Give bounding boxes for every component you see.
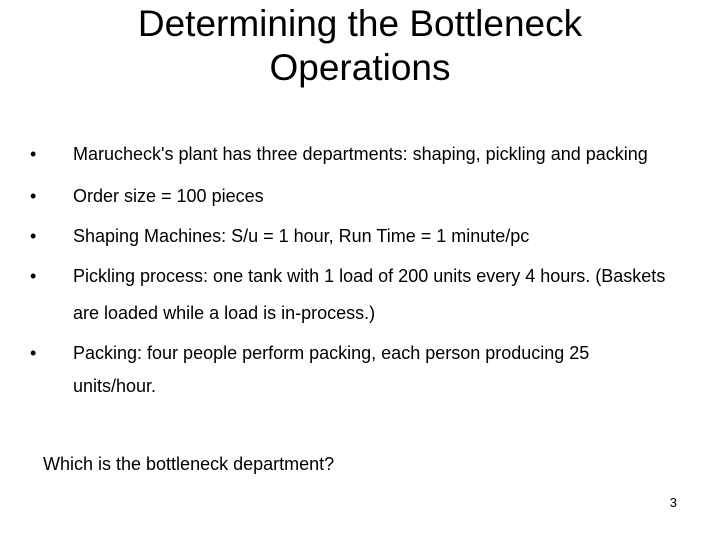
- question-text: Which is the bottleneck department?: [43, 454, 335, 474]
- bullet-item-shaping: [30, 220, 670, 253]
- bullet-text: Shaping Machines: S/u = 1 hour, Run Time = 1 minute/pc: [73, 226, 530, 246]
- bullet-text: Order size = 100 pieces: [73, 186, 264, 206]
- page-number: 3: [669, 495, 677, 510]
- bullet-item-departments: [30, 138, 670, 171]
- bullet-text: Pickling process: one tank with 1 load of 200 units every 4 hours. (Baskets are loaded while a load is in-process.): [73, 266, 666, 323]
- bullet-list: [30, 138, 670, 403]
- slide-title-line-2: Operations: [269, 47, 451, 88]
- bullet-text: Packing: four people perform packing, each person producing 25 units/hour.: [73, 343, 590, 396]
- slide-title: [60, 2, 660, 90]
- bullet-icon: •: [30, 343, 37, 363]
- bullet-icon: •: [30, 186, 37, 206]
- bullet-icon: •: [30, 226, 37, 246]
- bullet-icon: •: [30, 266, 37, 286]
- bullet-item-order-size: [30, 180, 670, 213]
- bullet-item-pickling: [30, 258, 670, 332]
- bullet-icon: •: [30, 144, 37, 164]
- bullet-item-packing: [30, 337, 670, 403]
- bullet-text: Marucheck's plant has three departments: shaping, pickling and packing: [73, 144, 648, 164]
- slide-title-line-1: Determining the Bottleneck: [137, 3, 583, 44]
